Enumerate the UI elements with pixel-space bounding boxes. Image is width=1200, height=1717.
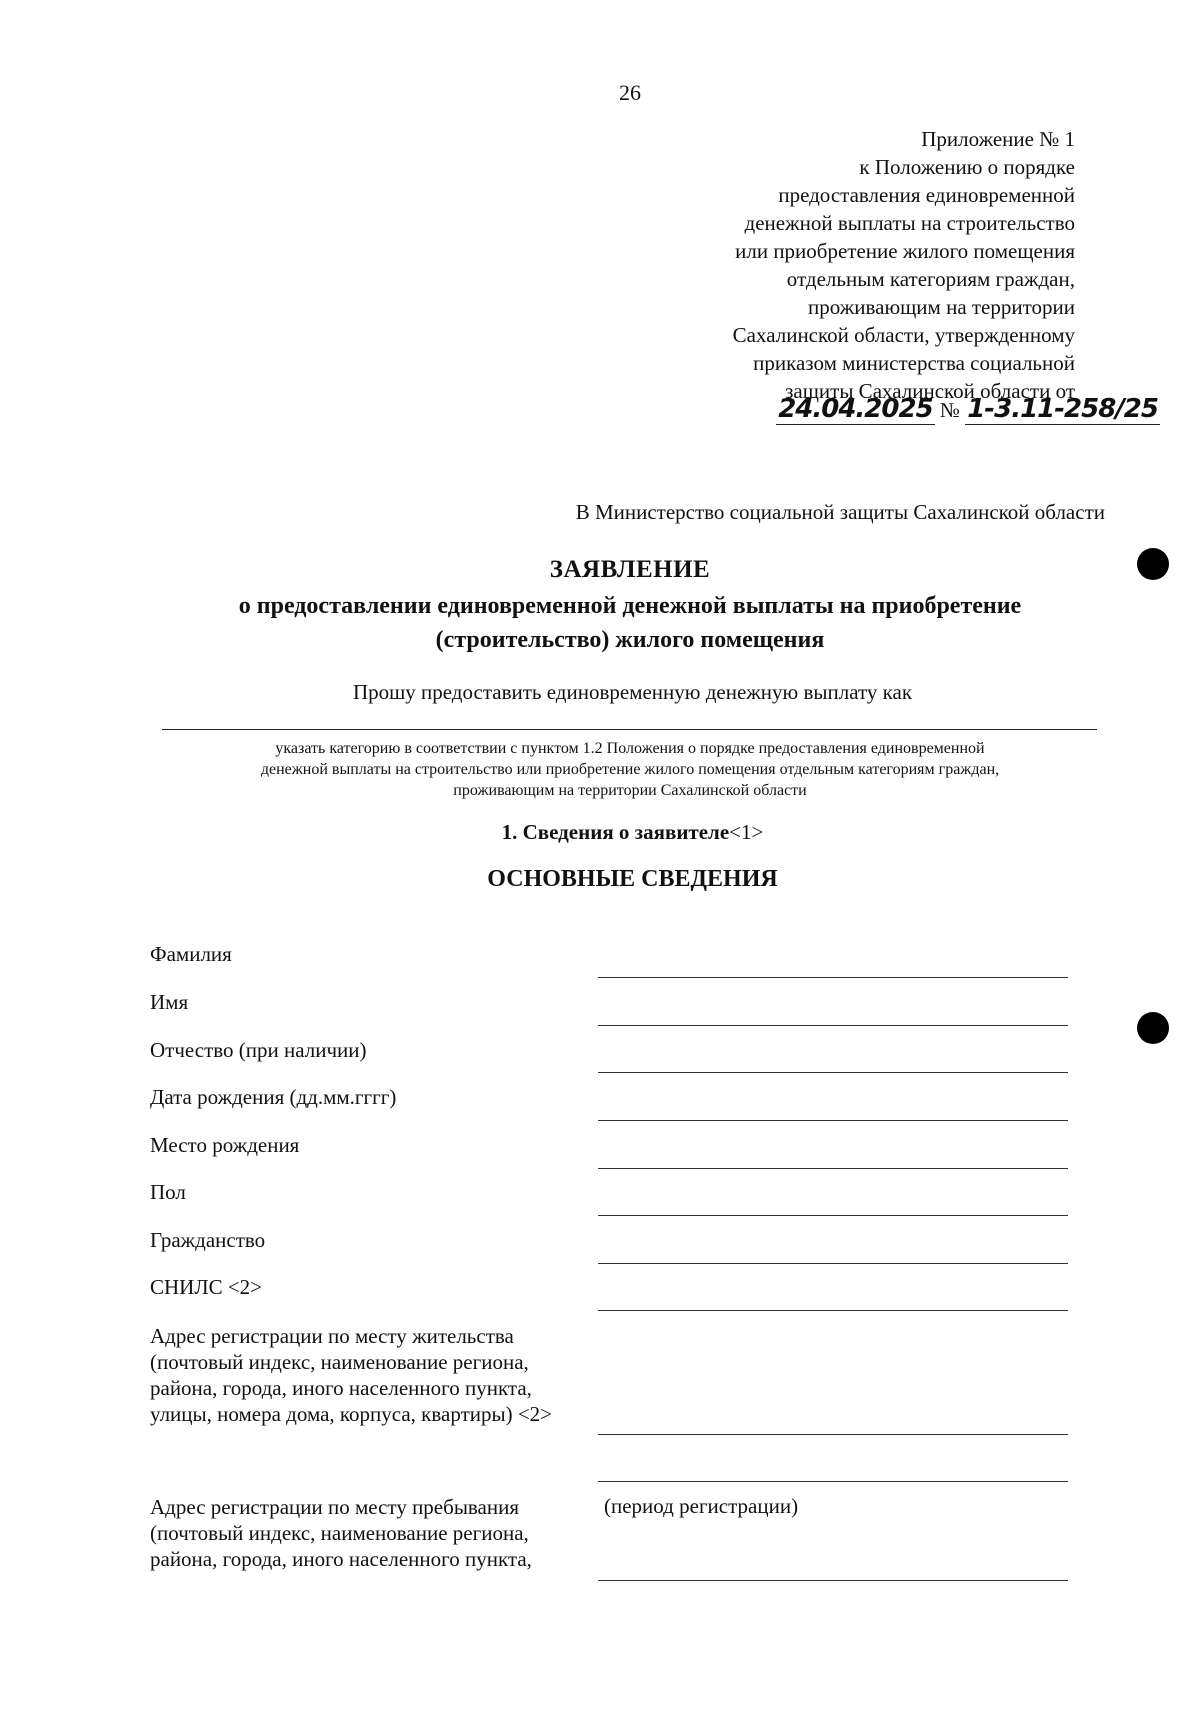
field-label-name: Имя	[150, 990, 189, 1014]
field-label-citizenship: Гражданство	[150, 1228, 266, 1252]
field-line-snils[interactable]	[598, 1310, 1068, 1311]
appendix-line: защиты Сахалинской области от	[785, 379, 1075, 403]
hint-line: указать категорию в соответствии с пунктом 1.2 Положения о порядке предоставления единовременной	[275, 740, 985, 757]
main-info-heading: ОСНОВНЫЕ СВЕДЕНИЯ	[487, 866, 778, 892]
appendix-line: предоставления единовременной	[778, 183, 1075, 207]
punch-hole-dot	[1137, 1012, 1169, 1044]
addressee: В Министерство социальной защиты Сахалинской области	[575, 500, 1105, 524]
field-line-citizenship[interactable]	[598, 1263, 1068, 1264]
field-label-snils: СНИЛС <2>	[150, 1275, 263, 1299]
section-footnote-ref: <1>	[729, 820, 764, 844]
handwritten-number: 1-3.11-258/25	[967, 394, 1158, 424]
field-label-sex: Пол	[150, 1180, 186, 1204]
registration-period-label: (период регистрации)	[604, 1494, 799, 1518]
field-line-residence-address-1[interactable]	[598, 1434, 1068, 1435]
section-heading-bold: 1. Сведения о заявителе	[501, 820, 730, 844]
appendix-line: Сахалинской области, утвержденному	[732, 323, 1075, 347]
appendix-line: проживающим на территории	[808, 295, 1075, 319]
order-date-number	[776, 394, 1160, 434]
label-line: района, города, иного населенного пункта,	[150, 1376, 532, 1400]
field-line-patronymic[interactable]	[598, 1072, 1068, 1073]
number-sign: №	[939, 398, 960, 422]
document-subtitle	[150, 589, 1110, 657]
field-line-stay-address[interactable]	[598, 1580, 1068, 1581]
field-line-sex[interactable]	[598, 1215, 1068, 1216]
field-label-birthdate: Дата рождения (дд.мм.гггг)	[150, 1085, 397, 1109]
category-input-line[interactable]	[162, 729, 1097, 730]
request-text: Прошу предоставить единовременную денежную выплату как	[352, 680, 913, 704]
field-label-patronymic: Отчество (при наличии)	[150, 1038, 367, 1062]
appendix-line: или приобретение жилого помещения	[735, 239, 1075, 263]
field-label-stay-address	[150, 1494, 580, 1572]
field-line-residence-address-2[interactable]	[598, 1481, 1068, 1482]
appendix-line: к Положению о порядке	[859, 155, 1075, 179]
subtitle-line: о предоставлении единовременной денежной выплаты на приобретение	[238, 593, 1022, 619]
appendix-line: денежной выплаты на строительство	[744, 211, 1075, 235]
appendix-line: отдельным категориям граждан,	[786, 267, 1075, 291]
field-line-birthplace[interactable]	[598, 1168, 1068, 1169]
field-label-birthplace: Место рождения	[150, 1133, 300, 1157]
appendix-line: приказом министерства социальной	[753, 351, 1075, 375]
hint-line: проживающим на территории Сахалинской области	[453, 782, 807, 799]
page-number: 26	[619, 80, 641, 105]
label-line: (почтовый индекс, наименование региона,	[150, 1521, 529, 1545]
handwritten-date: 24.04.2025	[778, 394, 933, 424]
appendix-block	[575, 125, 1075, 405]
field-label-surname: Фамилия	[150, 942, 232, 966]
category-hint	[155, 738, 1105, 801]
appendix-line: Приложение № 1	[921, 127, 1075, 151]
hint-line: денежной выплаты на строительство или приобретение жилого помещения отдельным категориям граждан,	[260, 761, 1000, 778]
label-line: Адрес регистрации по месту пребывания	[150, 1495, 520, 1519]
section-heading	[0, 820, 1200, 845]
label-line: Адрес регистрации по месту жительства	[150, 1324, 514, 1348]
field-line-surname[interactable]	[598, 977, 1068, 978]
label-line: улицы, номера дома, корпуса, квартиры) <2>	[150, 1402, 553, 1426]
document-title: ЗАЯВЛЕНИЕ	[549, 556, 711, 583]
label-line: района, города, иного населенного пункта,	[150, 1547, 532, 1571]
subtitle-line: (строительство) жилого помещения	[435, 627, 825, 653]
field-line-name[interactable]	[598, 1025, 1068, 1026]
field-line-birthdate[interactable]	[598, 1120, 1068, 1121]
label-line: (почтовый индекс, наименование региона,	[150, 1350, 529, 1374]
field-label-residence-address	[150, 1323, 580, 1427]
